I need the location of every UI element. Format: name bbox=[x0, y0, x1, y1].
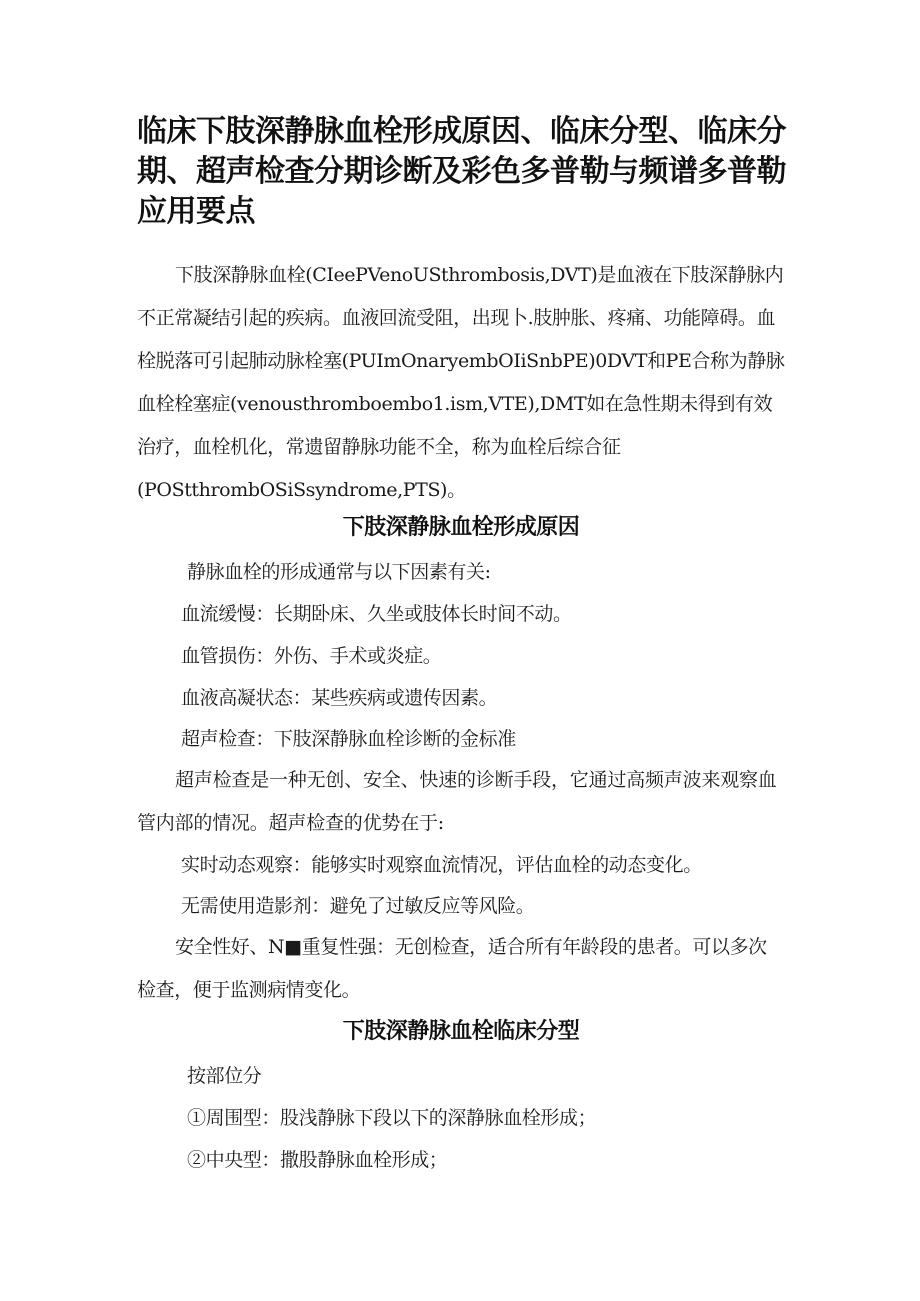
section-heading-causes: 下肢深静脉血栓形成原因 bbox=[342, 515, 580, 540]
types-lead: 按部位分 bbox=[187, 1065, 262, 1087]
cause-vessel-injury: 血管损伤：外伤、手术或炎症。 bbox=[181, 645, 442, 667]
intro-paragraph: 下肢深静脉血栓(CIeePVenoUSthrombosis,DVT)是血液在下肢深静脉内不正常凝结引起的疾病。血液回流受阻，出现卜.肢肿胀、疼痛、功能障碍。血栓脱落可引起肺动脉栓塞(PUImOnaryembOIiSnbPE)0DVT和PE合称为静脉血栓栓塞症(venousthromboembo1.ism,VTE),DMT如在急性期未得到有效治疗，血栓机化，常遗留静脉功能不全，称为血栓后综合征(POStthrombOSiSsyndrome,PTS)。 bbox=[137, 264, 785, 501]
cause-hypercoagulable: 血液高凝状态：某些疾病或遗传因素。 bbox=[181, 687, 498, 709]
advantage-no-contrast: 无需使用造影剂：避免了过敏反应等风险。 bbox=[181, 895, 535, 917]
causes-lead: 静脉血栓的形成通常与以下因素有关: bbox=[187, 561, 491, 583]
type-central: ②中央型：撒股静脉血栓形成； bbox=[187, 1149, 448, 1171]
ultrasound-heading: 超声检查：下肢深静脉血栓诊断的金标准 bbox=[181, 728, 516, 750]
ultrasound-paragraph: 超声检查是一种无创、安全、快速的诊断手段，它通过高频声波来观察血管内部的情况。超声检查的优势在于: bbox=[137, 769, 777, 834]
cause-slow-flow: 血流缓慢：长期卧床、久坐或肢体长时间不动。 bbox=[181, 603, 572, 625]
advantage-realtime: 实时动态观察：能够实时观察血流情况，评估血栓的动态变化。 bbox=[181, 854, 702, 876]
section-heading-types: 下肢深静脉血栓临床分型 bbox=[342, 1019, 580, 1044]
type-peripheral: ①周围型：股浅静脉下段以下的深静脉血栓形成； bbox=[187, 1107, 597, 1129]
document-title: 临床下肢深静脉血栓形成原因、临床分型、临床分期、超声检查分期诊断及彩色多普勒与频谱多普勒应用要点 bbox=[137, 114, 786, 229]
advantage-safety: 安全性好、N■重复性强：无创检查，适合所有年龄段的患者。可以多次检查，便于监测病情变化。 bbox=[137, 936, 767, 1001]
